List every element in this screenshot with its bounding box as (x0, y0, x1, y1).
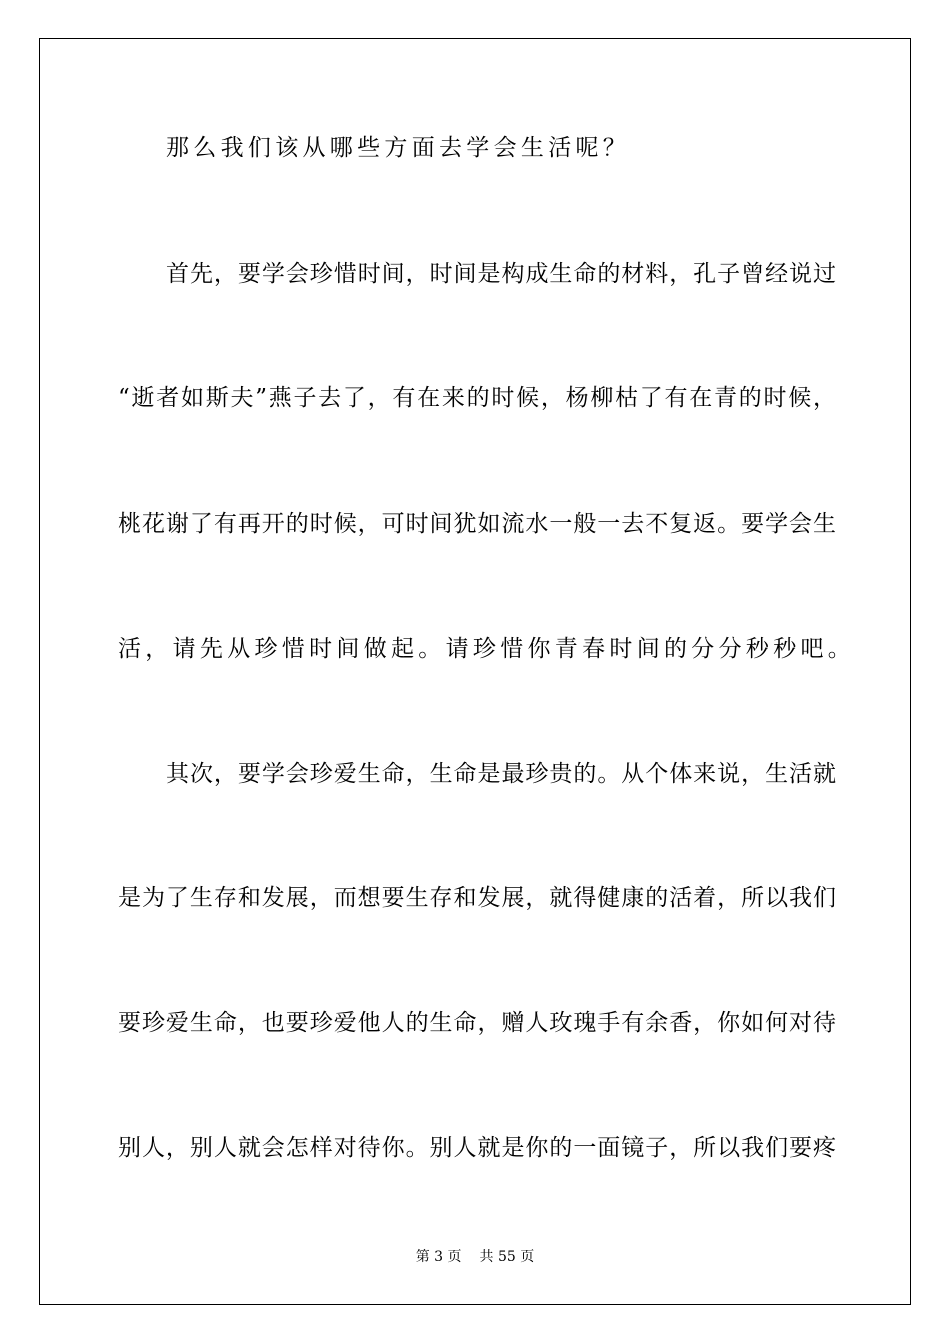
paragraph-line: “逝者如斯夫”燕子去了，有在来的时候，杨柳枯了有在青的时候， (118, 385, 836, 411)
page-footer (0, 1247, 950, 1267)
page-number: 第 3 页 (415, 1249, 462, 1265)
paragraph-line: 其次，要学会珍爱生命，生命是最珍贵的。从个体来说，生活就 (166, 761, 836, 787)
paragraph-line: 首先，要学会珍惜时间，时间是构成生命的材料，孔子曾经说过 (166, 261, 836, 287)
page-total: 共 55 页 (479, 1249, 535, 1265)
paragraph-line: 要珍爱生命，也要珍爱他人的生命，赠人玫瑰手有余香，你如何对待 (118, 1010, 836, 1036)
paragraph-line: 桃花谢了有再开的时候，可时间犹如流水一般一去不复返。要学会生 (118, 511, 836, 537)
paragraph-line: 活，请先从珍惜时间做起。请珍惜你青春时间的分分秒秒吧。 (118, 636, 856, 662)
page-border (39, 38, 911, 1305)
paragraph-line: 别人，别人就会怎样对待你。别人就是你的一面镜子，所以我们要疼 (118, 1135, 836, 1161)
paragraph-line: 那么我们该从哪些方面去学会生活呢？ (166, 135, 631, 161)
paragraph-line: 是为了生存和发展，而想要生存和发展，就得健康的活着，所以我们 (118, 885, 836, 911)
